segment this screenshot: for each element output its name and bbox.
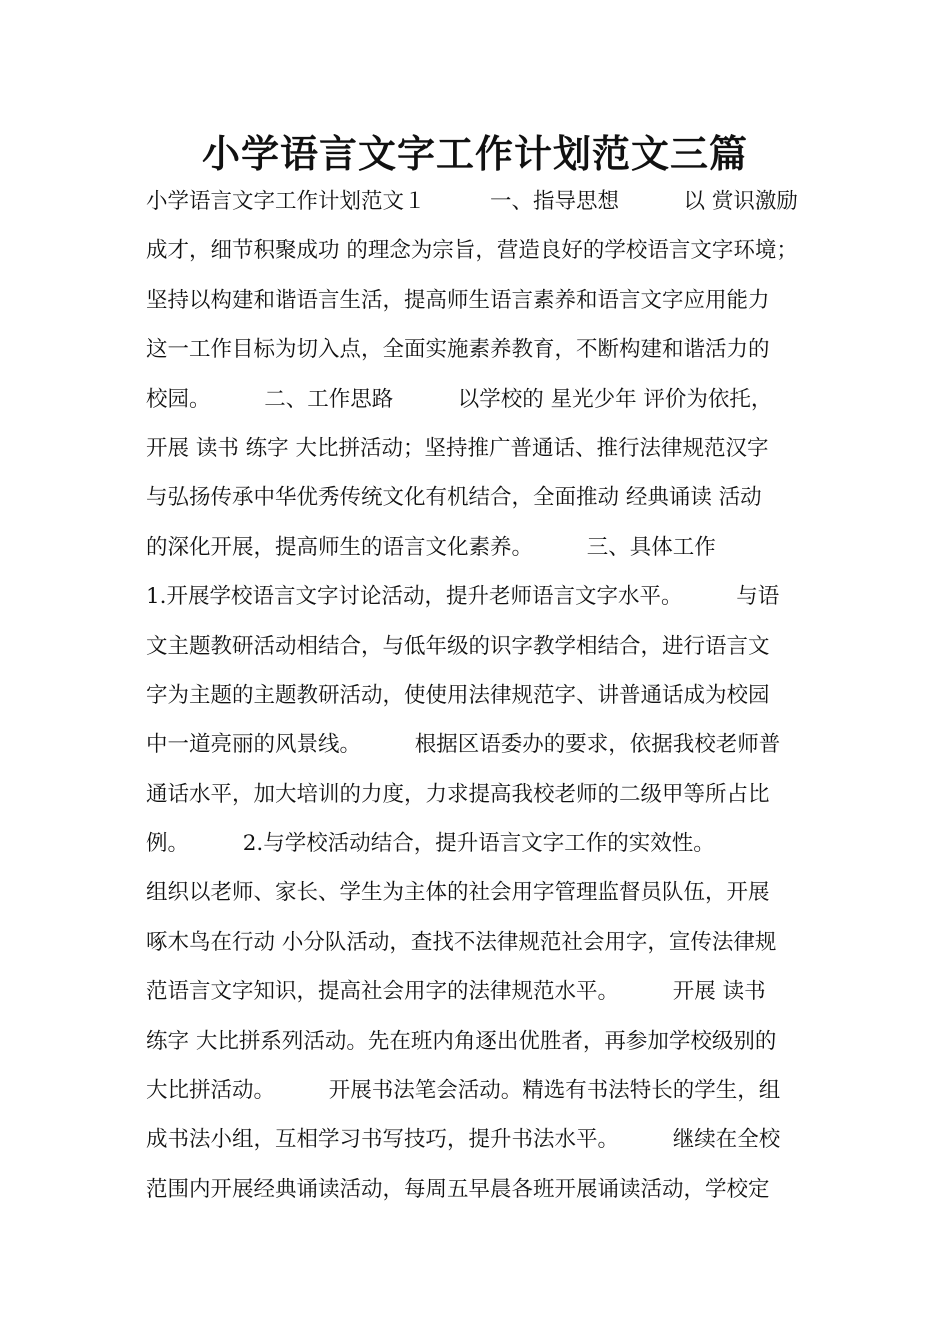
text-line: 字为主题的主题教研活动，使使用法律规范字、讲普通话成为校园	[146, 682, 770, 708]
document-body	[146, 182, 810, 1219]
text-line: 成才，细节积聚成功 的理念为宗旨，营造良好的学校语言文字环境；	[146, 238, 798, 264]
text-line: 文主题教研活动相结合，与低年级的识字教学相结合，进行语言文	[146, 633, 770, 659]
text-line: 练字 大比拼系列活动。先在班内角逐出优胜者，再参加学校级别的	[146, 1028, 777, 1054]
text-line: 成书法小组，互相学习书写技巧，提升书法水平。 继续在全校	[146, 1127, 781, 1153]
text-line: 例。 2.与学校活动结合，提升语言文字工作的实效性。	[146, 831, 715, 857]
text-line: 组织以老师、家长、学生为主体的社会用字管理监督员队伍，开展	[146, 880, 770, 906]
text-line: 开展 读书 练字 大比拼活动；坚持推广普通话、推行法律规范汉字	[146, 435, 769, 461]
text-line: 的深化开展，提高师生的语言文化素养。 三、具体工作	[146, 534, 716, 560]
text-line: 这一工作目标为切入点，全面实施素养教育，不断构建和谐活力的	[146, 337, 770, 363]
text-line: 坚持以构建和谐语言生活，提高师生语言素养和语言文字应用能力	[146, 287, 770, 313]
text-line: 范围内开展经典诵读活动，每周五早晨各班开展诵读活动，学校定	[146, 1176, 770, 1202]
text-line: 校园。 二、工作思路 以学校的 星光少年 评价为依托，	[146, 386, 773, 412]
text-line: 1.开展学校语言文字讨论活动，提升老师语言文字水平。 与语	[146, 584, 780, 610]
text-line: 大比拼活动。 开展书法笔会活动。精选有书法特长的学生，组	[146, 1078, 781, 1104]
text-line: 通话水平，加大培训的力度，力求提高我校老师的二级甲等所占比	[146, 781, 770, 807]
document-title: 小学语言文字工作计划范文三篇	[201, 132, 748, 176]
text-line: 小学语言文字工作计划范文１ 一、指导思想 以 赏识激励	[146, 189, 798, 214]
text-line: 与弘扬传承中华优秀传统文化有机结合，全面推动 经典诵读 活动	[146, 485, 762, 511]
text-line: 中一道亮丽的风景线。 根据区语委办的要求，依据我校老师普	[146, 732, 781, 758]
text-line: 啄木鸟在行动 小分队活动，查找不法律规范社会用字，宣传法律规	[146, 929, 777, 955]
text-line: 范语言文字知识，提高社会用字的法律规范水平。 开展 读书	[146, 979, 766, 1005]
